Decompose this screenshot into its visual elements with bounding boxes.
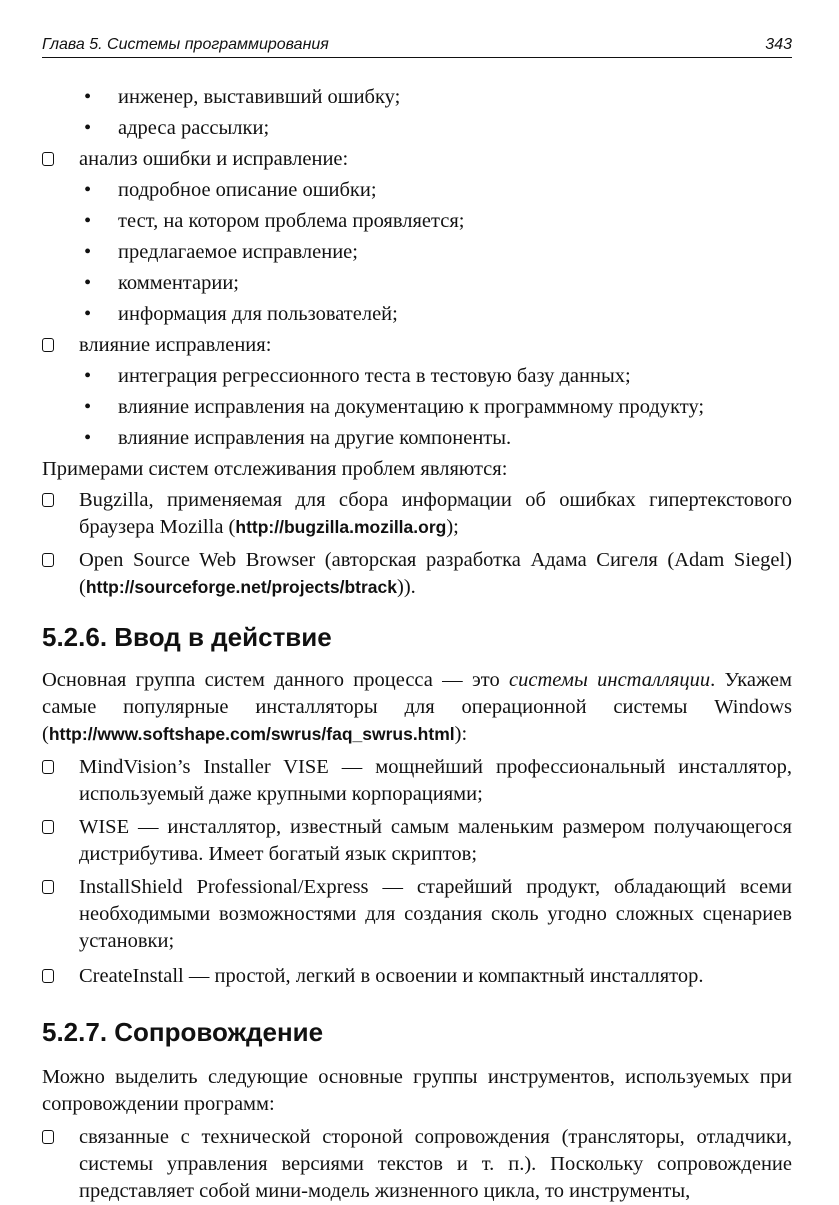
section-heading: 5.2.6. Ввод в действие	[42, 622, 332, 652]
list-item: • тест, на котором проблема проявляется;	[84, 210, 465, 232]
list-item: Open Source Web Browser (авторская разработка Адама Сигеля (Adam Siegel) (http://sourceforge.net/projects/btrack)).	[42, 547, 792, 601]
list-item: CreateInstall — простой, легкий в освоении и компактный инсталлятор.	[42, 961, 792, 992]
list-item: • интеграция регрессионного теста в тестовую базу данных;	[84, 365, 631, 387]
section-intro: Основная группа систем данного процесса — это системы инсталляции. Укажем самые популярные инсталляторы для операционной системы Windows (http://www.softshape.com/swrus/faq_swrus.html):	[42, 669, 792, 745]
checkbox-bullet-icon	[42, 553, 54, 567]
checkbox-bullet-icon	[42, 820, 54, 834]
checkbox-bullet-icon	[42, 493, 54, 507]
checkbox-bullet-icon	[42, 152, 54, 166]
list-item: • информация для пользователей;	[84, 303, 398, 325]
softshape-url: http://www.softshape.com/swrus/faq_swrus.html	[48, 724, 455, 744]
list-item: анализ ошибки и исправление:	[42, 144, 792, 175]
section-heading: 5.2.7. Сопровождение	[42, 1017, 324, 1047]
sourceforge-url: http://sourceforge.net/projects/btrack	[85, 577, 397, 597]
running-header	[42, 36, 792, 58]
chapter-title: Глава 5. Системы программирования	[42, 36, 329, 53]
list-item: • влияние исправления на документацию к программному продукту;	[84, 396, 705, 418]
page-body	[42, 82, 792, 1205]
list-item: • подробное описание ошибки;	[84, 179, 377, 201]
list-item: WISE — инсталлятор, известный самым маленьким размером получающегося дистрибутива. Имеет богатый язык скриптов;	[42, 814, 792, 868]
list-item: MindVision’s Installer VISE — мощнейший профессиональный инсталлятор, используемый даже крупными корпорациями;	[42, 754, 792, 808]
checkbox-bullet-icon	[42, 338, 54, 352]
list-item: связанные с технической стороной сопровождения (трансляторы, отладчики, системы управления версиями текстов и т. п.). Поскольку сопровождение представляет собой мини-модель жизненного цикла, то инструменты,	[42, 1124, 792, 1205]
bugzilla-url: http://bugzilla.mozilla.org	[235, 517, 447, 537]
checkbox-bullet-icon	[42, 880, 54, 894]
list-item: • инженер, выставивший ошибку;	[84, 86, 401, 108]
checkbox-bullet-icon	[42, 1130, 54, 1144]
list-item: • комментарии;	[84, 272, 239, 294]
checkbox-bullet-icon	[42, 760, 54, 774]
list-item: влияние исправления:	[42, 330, 792, 361]
list-item: InstallShield Professional/Express — старейший продукт, обладающий всеми необходимыми возможностями для создания сколь угодно сложных сценариев установки;	[42, 874, 792, 955]
list-item: • влияние исправления на другие компоненты.	[84, 427, 512, 449]
section-intro: Можно выделить следующие основные группы инструментов, используемых при сопровождении программ:	[42, 1066, 792, 1115]
list-item: Bugzilla, применяемая для сбора информации об ошибках гипертекстового браузера Mozilla (http://bugzilla.mozilla.org);	[42, 487, 792, 541]
examples-intro: Примерами систем отслеживания проблем являются:	[42, 458, 508, 480]
page-number: 343	[765, 36, 792, 53]
list-item: • адреса рассылки;	[84, 117, 270, 139]
checkbox-bullet-icon	[42, 969, 54, 983]
list-item: • предлагаемое исправление;	[84, 241, 358, 263]
